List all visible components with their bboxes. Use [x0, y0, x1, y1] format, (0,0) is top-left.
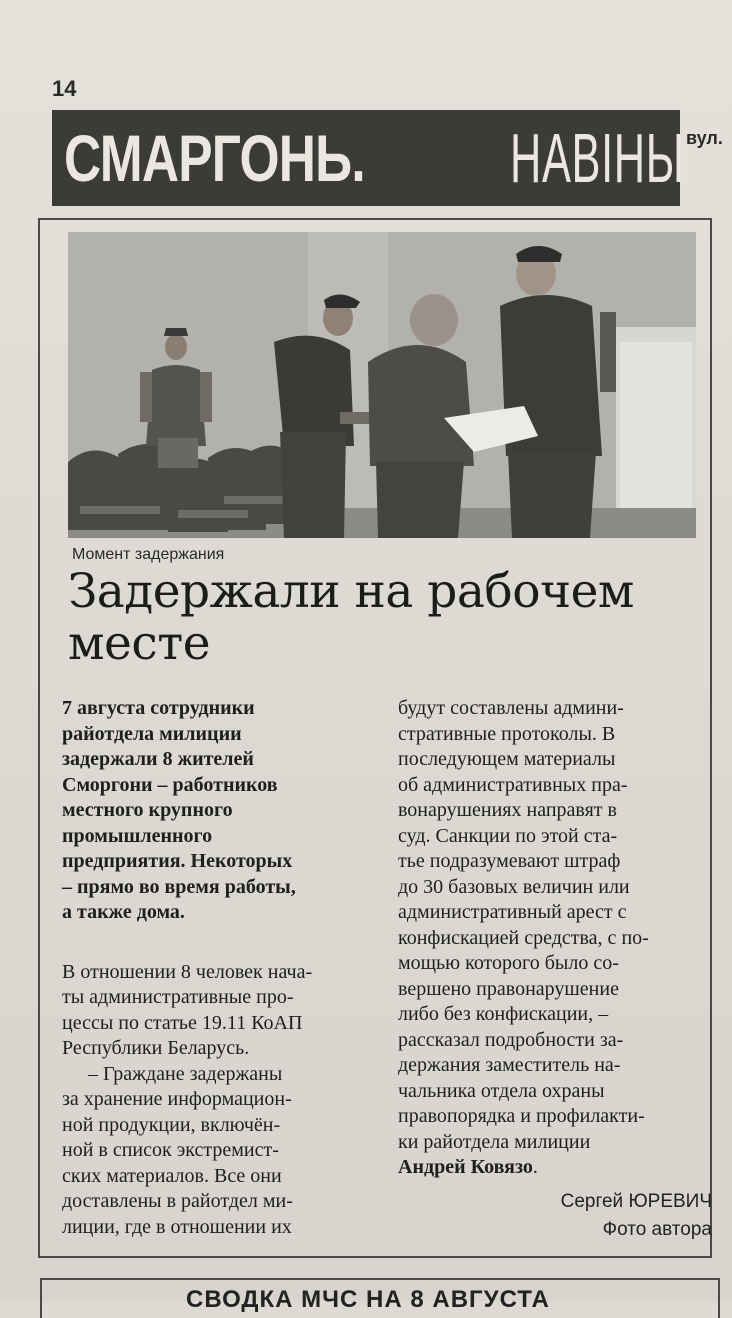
speaker-line — [398, 1155, 698, 1181]
speaker-name: Андрей Ковязо — [398, 1156, 533, 1178]
body-line: лиции, где в отношении их — [62, 1215, 292, 1238]
lead-line: райотдела милиции — [62, 722, 242, 745]
body-paragraph-1 — [62, 960, 374, 1062]
article-headline: Задержали на рабочем месте — [68, 564, 634, 671]
body-line: об административных пра- — [398, 773, 628, 796]
masthead — [52, 110, 685, 206]
arrest-scene-photo-icon — [68, 232, 696, 538]
body-line: конфискацией средства, с по- — [398, 926, 649, 949]
body-line: за хранение информацион- — [62, 1088, 292, 1110]
body-line: вершено правонарушение — [398, 977, 619, 1000]
body-line: последующем материалы — [398, 748, 616, 770]
next-article-heading: СВОДКА МЧС НА 8 АВГУСТА — [186, 1286, 550, 1313]
article-photo — [68, 232, 696, 538]
masthead-city: СМАРГОНЬ. — [64, 121, 365, 195]
body-line: держания заместитель на- — [398, 1054, 621, 1076]
photo-caption: Момент задержания — [72, 546, 225, 563]
body-line: чальника отдела охраны — [398, 1079, 605, 1102]
body-line: ной продукции, включён- — [62, 1113, 281, 1136]
photo-credit: Фото автора — [602, 1219, 712, 1240]
article-lead — [62, 696, 374, 926]
author-name: Сергей ЮРЕВИЧ — [560, 1191, 712, 1212]
body-line: Республики Беларусь. — [62, 1037, 250, 1059]
body-line: – Граждане задержаны — [88, 1062, 283, 1085]
body-line: ты административные про- — [62, 986, 294, 1008]
body-line: доставлены в райотдел ми- — [62, 1190, 293, 1212]
body-line: В отношении 8 человек нача- — [62, 960, 313, 983]
lead-line: а также дома. — [62, 901, 185, 923]
body-line: будут составлены админи- — [398, 697, 624, 719]
lead-line: Сморгони – работников — [62, 773, 278, 796]
article-column-right — [398, 696, 698, 1181]
body-line: ной в список экстремист- — [62, 1139, 279, 1161]
lead-line: промышленного — [62, 824, 213, 847]
adjacent-page-snippet: вул. — [686, 128, 723, 148]
body-line: суд. Санкции по этой ста- — [398, 824, 618, 847]
article-column-left — [62, 696, 374, 1240]
body-line: стративные протоколы. В — [398, 722, 616, 745]
body-line: либо без конфискации, – — [398, 1003, 609, 1025]
body-line: правопорядка и профилакти- — [398, 1105, 645, 1127]
body-paragraph-2 — [62, 1062, 374, 1241]
body-line: ки райотдела милиции — [398, 1130, 591, 1153]
body-line: ских материалов. Все они — [62, 1164, 282, 1187]
byline — [440, 1188, 712, 1244]
lead-line: местного крупного — [62, 799, 233, 821]
speaker-suffix: . — [532, 1156, 538, 1178]
masthead-section: НАВІНЫ — [510, 119, 685, 197]
body-line: тье подразумевают штраф — [398, 850, 621, 872]
lead-line: предприятия. Некоторых — [62, 850, 293, 872]
body-line: рассказал подробности за- — [398, 1028, 624, 1051]
body-line: мощью которого было со- — [398, 952, 619, 974]
body-line: административный арест с — [398, 901, 627, 923]
lead-line: – прямо во время работы, — [62, 875, 296, 898]
lead-line: задержали 8 жителей — [62, 748, 254, 770]
page-number: 14 — [52, 76, 77, 101]
body-line: до 30 базовых величин или — [398, 875, 630, 898]
body-line: вонарушениях направят в — [398, 799, 617, 821]
body-line: цессы по статье 19.11 КоАП — [62, 1011, 303, 1034]
lead-line: 7 августа сотрудники — [62, 697, 255, 719]
